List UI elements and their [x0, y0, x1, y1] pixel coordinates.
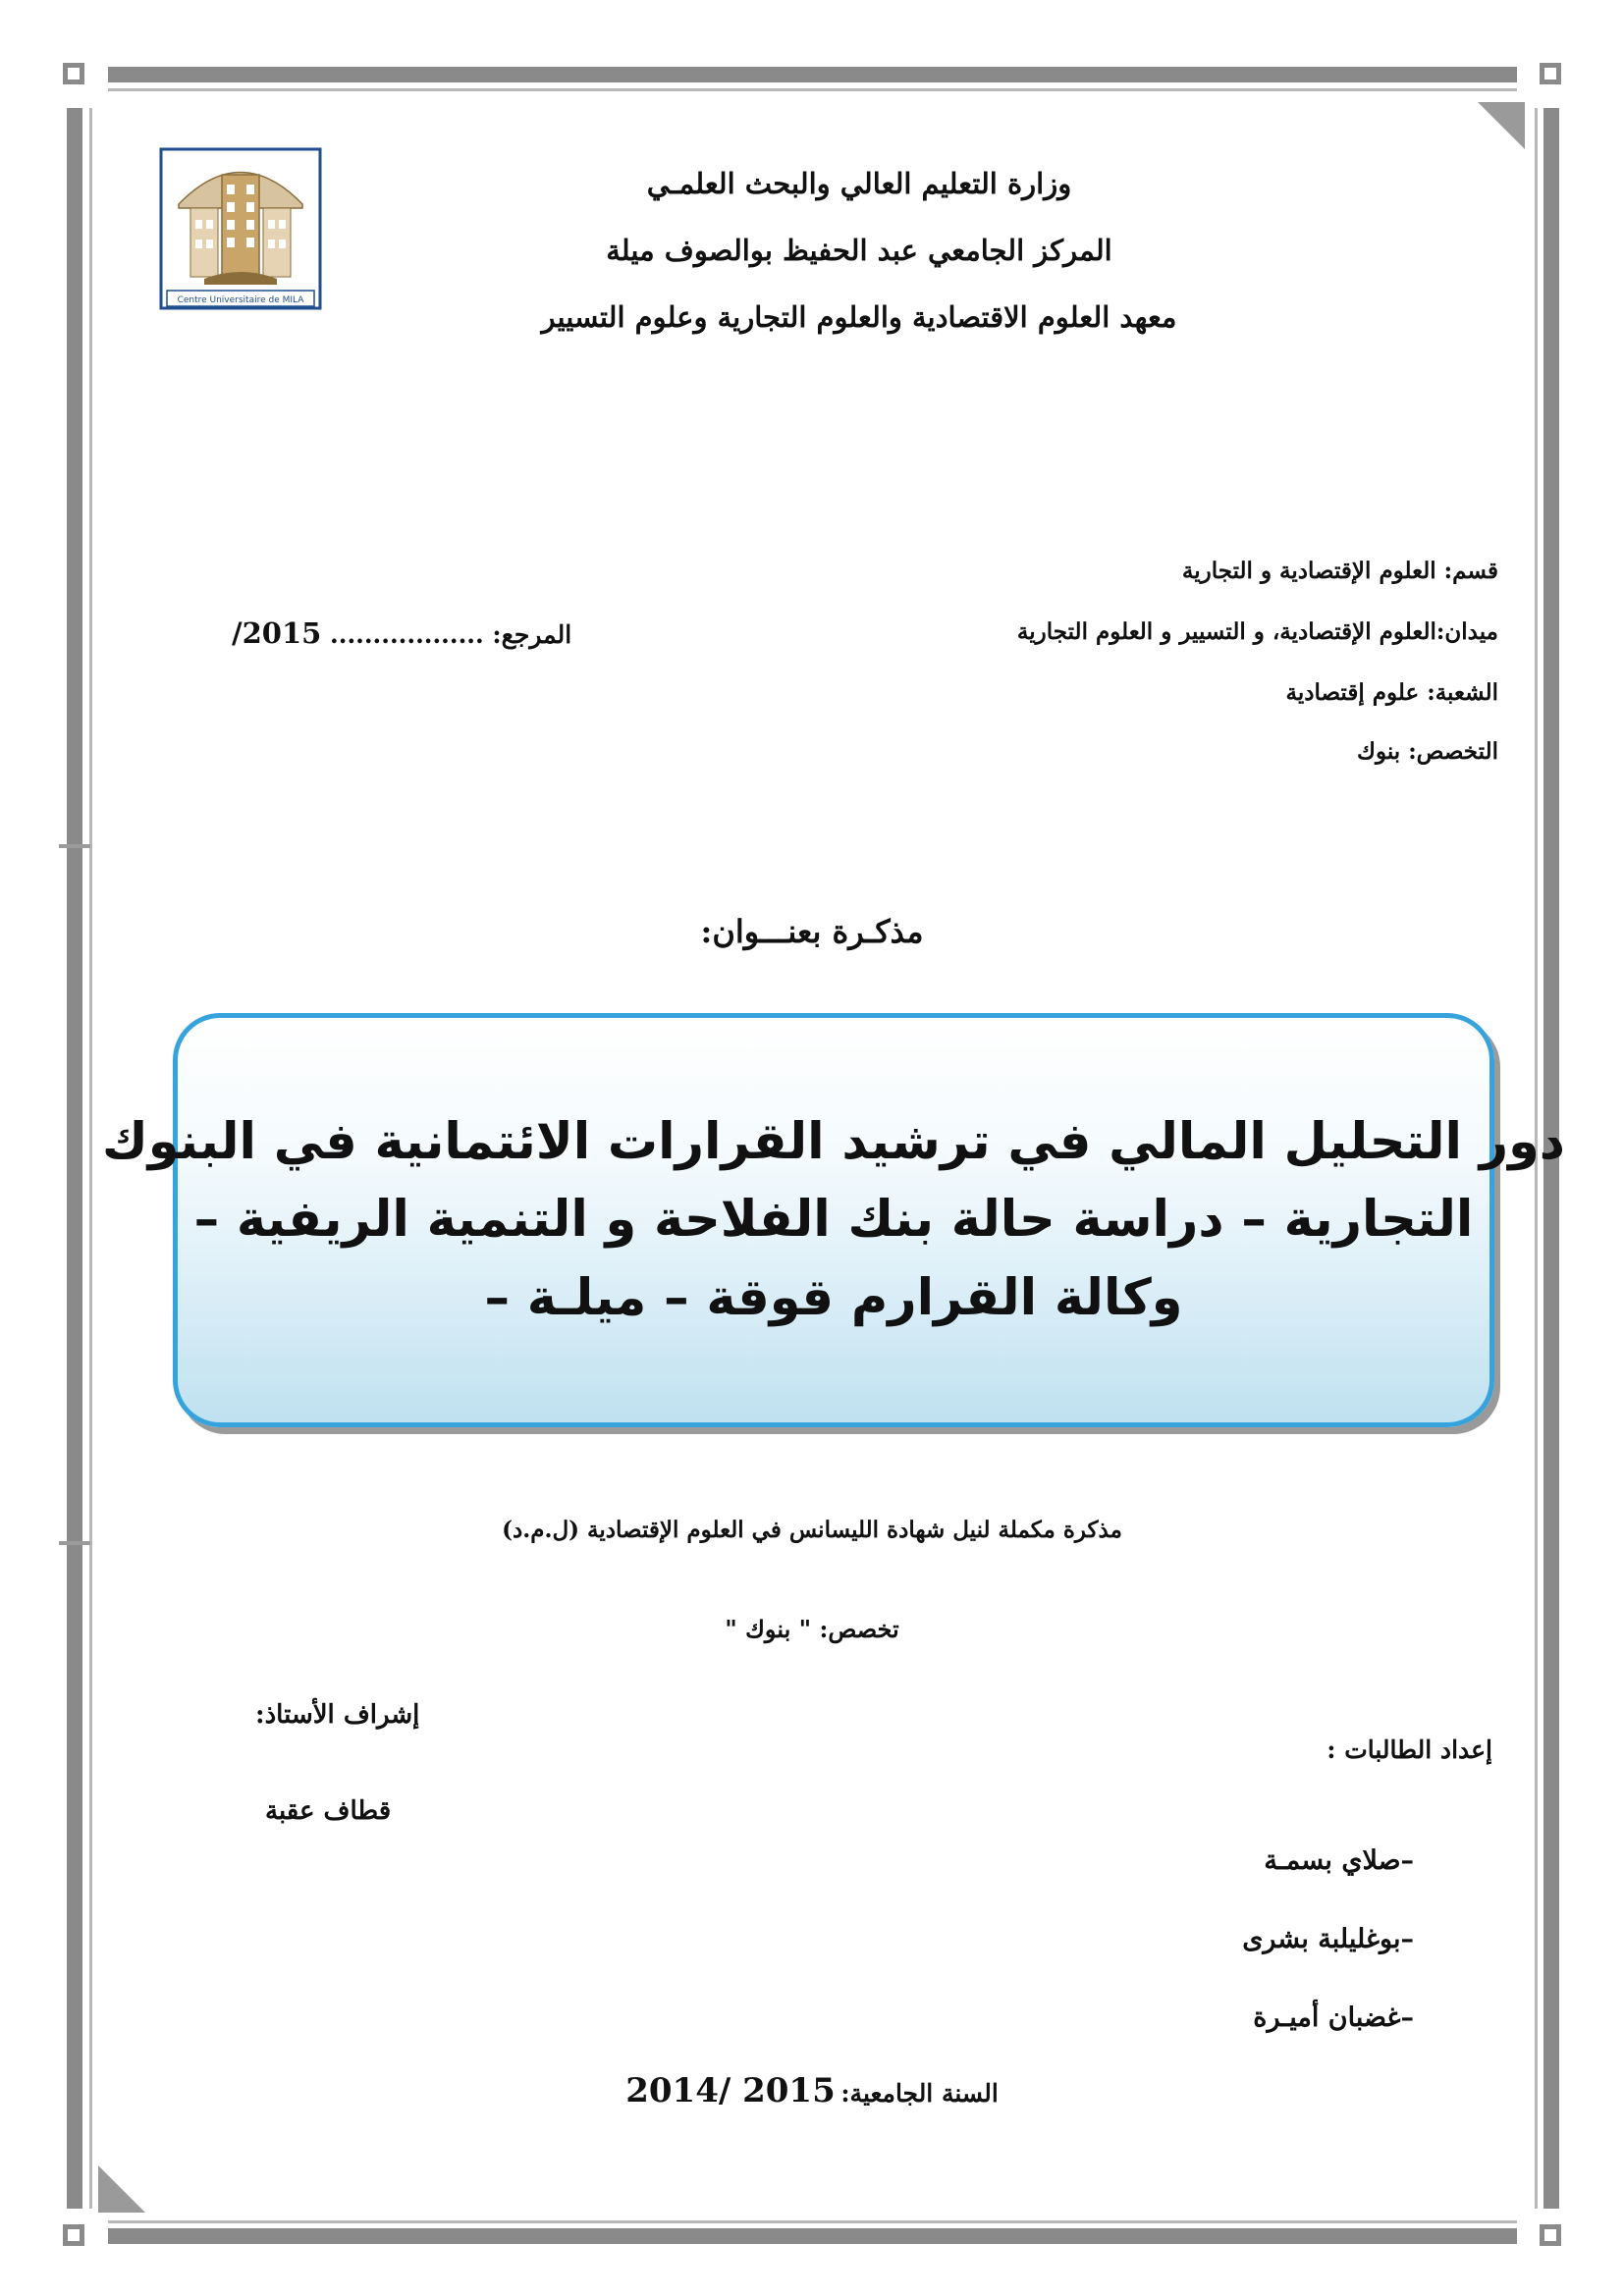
supervisor-name: قطاف عقبة: [265, 1796, 392, 1826]
university-center-name: المركز الجامعي عبد الحفيظ بوالصوف ميلة: [606, 234, 1112, 267]
thesis-title-line-1: دور التحليل المالي في ترشيد القرارات الائتمانية في البنوك: [102, 1113, 1565, 1172]
specialty-line: التخصص: بنوك: [1357, 738, 1498, 765]
logo-building-right: [263, 208, 291, 277]
university-logo: [157, 145, 324, 312]
students-list: [1242, 1845, 1414, 2081]
frame-inner-left: [89, 108, 92, 2209]
reference-label: المرجع: ..................: [330, 620, 572, 649]
academic-year-value: 2014/ 2015: [625, 2071, 836, 2110]
students-label: إعداد الطالبات :: [1326, 1735, 1492, 1764]
field-line: ميدان:العلوم الإقتصادية، و التسيير و العلوم التجارية: [1016, 618, 1498, 645]
frame-inner-bottom: [108, 2220, 1517, 2223]
reference-year: /2015: [232, 616, 322, 650]
logo-caption: Centre Universitaire de MILA: [177, 295, 304, 305]
specialty-quote: تخصص: " بنوك ": [725, 1615, 899, 1643]
thesis-title-box: [102, 1013, 1565, 1427]
frame-triangle-top-right: [1478, 102, 1525, 149]
frame-corner-bottom-left: [63, 2224, 84, 2246]
frame-bottom-border: [108, 2228, 1517, 2244]
frame-top-border: [108, 67, 1517, 82]
supervisor-label: إشراف الأستاذ:: [255, 1700, 420, 1730]
thesis-title-line-2: التجارية – دراسة حالة بنك الفلاحة و التنمية الريفية –: [193, 1191, 1474, 1250]
reference-line: [232, 616, 571, 650]
frame-triangle-bottom-left: [98, 2165, 145, 2213]
degree-description: مذكرة مكملة لنيل شهادة الليسانس في العلوم الإقتصادية (ل.م.د): [502, 1517, 1122, 1543]
frame-corner-bottom-right: [1540, 2224, 1561, 2246]
academic-year-line: [0, 2071, 1624, 2110]
thesis-title-line-3: وكالة القرارم قوقة – ميلـة –: [484, 1268, 1183, 1327]
frame-left-border: [67, 108, 82, 2209]
frame-inner-top: [108, 88, 1517, 91]
student-name: –غضبان أميـرة: [1253, 2002, 1414, 2033]
department-line: قسم: العلوم الإقتصادية و التجارية: [1181, 558, 1498, 584]
ministry-name: وزارة التعليم العالي والبحث العلمـي: [646, 167, 1072, 200]
frame-corner-top-right: [1540, 63, 1561, 84]
academic-year-label: السنة الجامعية:: [840, 2079, 999, 2108]
institute-name: معهد العلوم الاقتصادية والعلوم التجارية وعلوم التسيير: [541, 300, 1177, 334]
frame-side-notch: [59, 844, 90, 848]
student-name: –بوغليلبة بشرى: [1242, 1924, 1414, 1954]
branch-line: الشعبة: علوم إقتصادية: [1285, 679, 1498, 706]
student-name: –صلاي بسمـة: [1264, 1845, 1414, 1876]
logo-building-left: [190, 208, 218, 277]
frame-corner-top-left: [63, 63, 84, 84]
memo-label: مذكـرة بعنـــوان:: [700, 913, 924, 950]
